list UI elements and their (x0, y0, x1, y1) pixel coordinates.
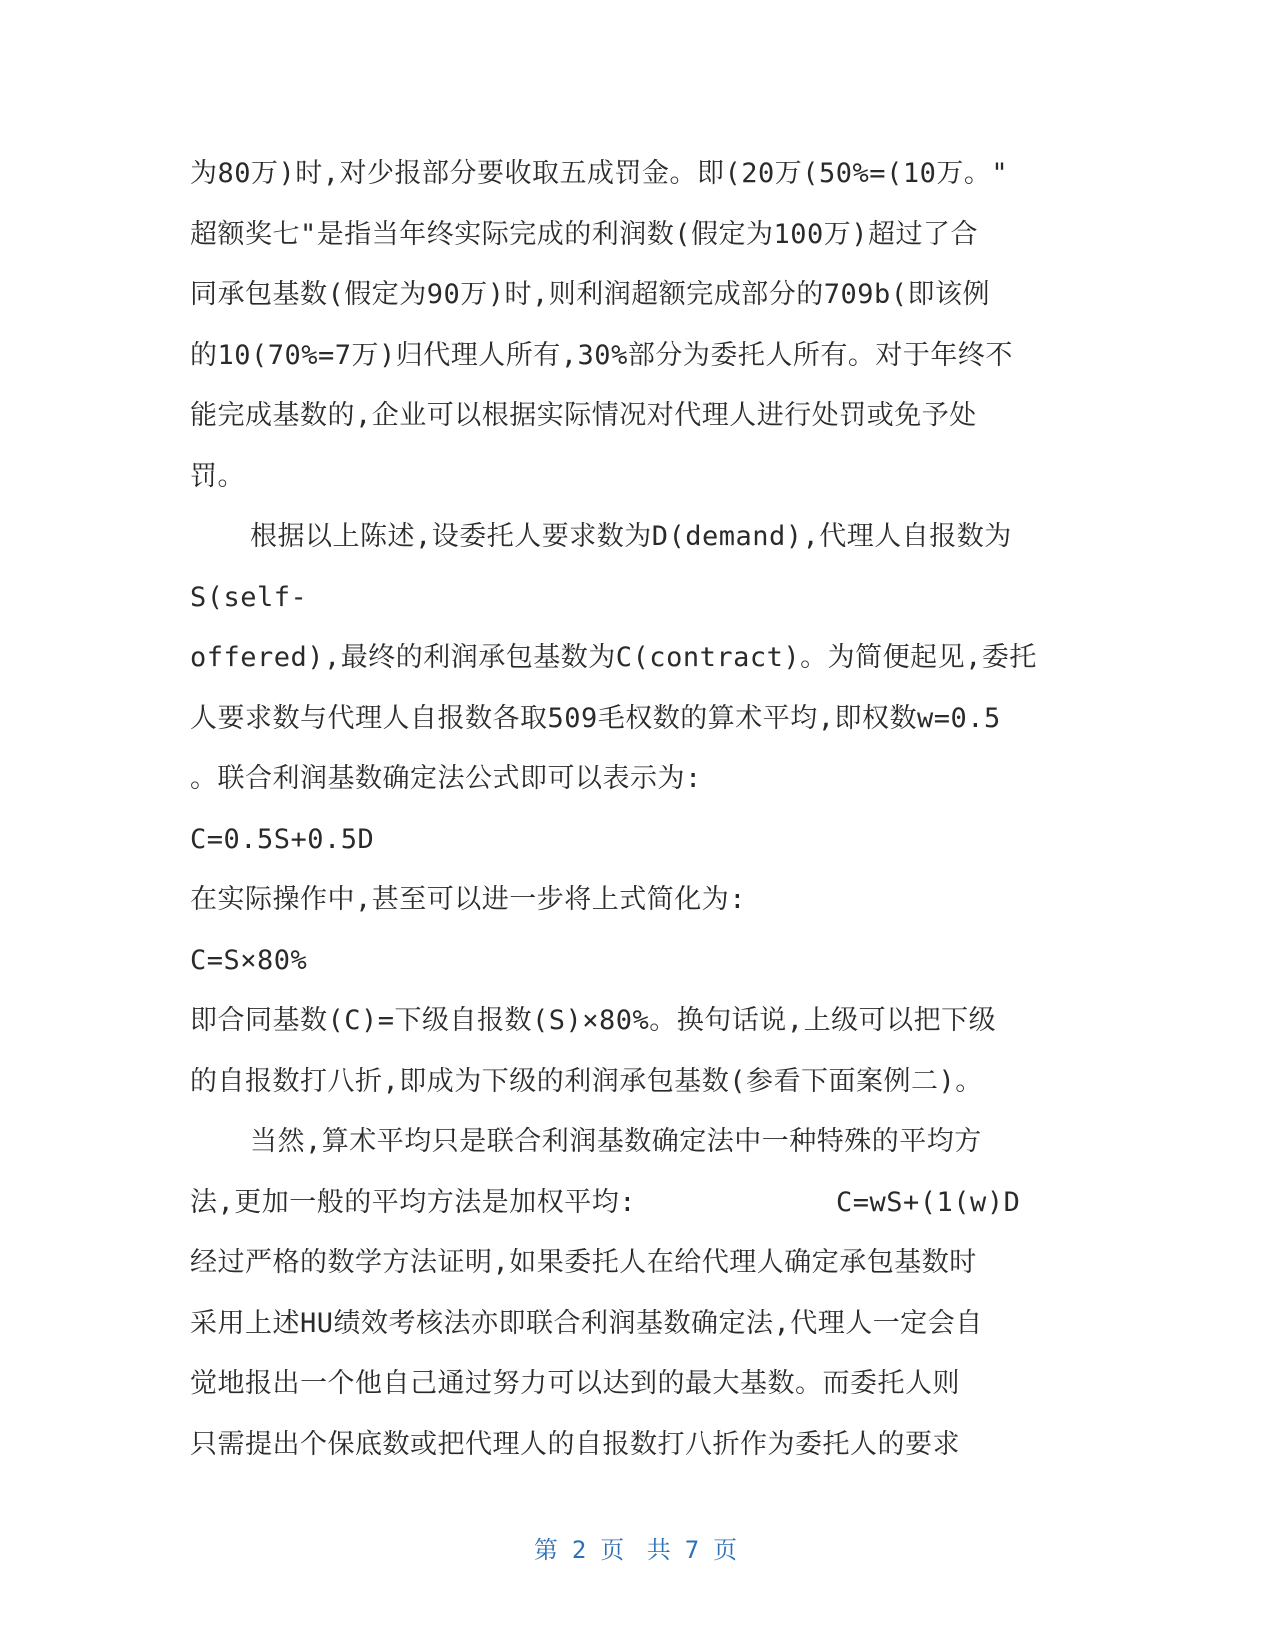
text-line: S(self- (190, 581, 308, 613)
formula-line: C=0.5S+0.5D (190, 823, 375, 855)
text-line: 只需提出个保底数或把代理人的自报数打八折作为委托人的要求 (190, 1428, 960, 1460)
text-line: offered),最终的利润承包基数为C(contract)。为简便起见,委托 (190, 642, 1037, 673)
footer-middle: 页 共 (600, 1536, 675, 1564)
footer-page-number: 2 (571, 1536, 591, 1564)
footer-suffix: 页 (713, 1536, 742, 1564)
text-line: 采用上述HU绩效考核法亦即联合利润基数确定法,代理人一定会自 (190, 1307, 983, 1339)
document-body (190, 144, 1080, 1475)
text-line: 的10(70%=7万)归代理人所有,30%部分为委托人所有。对于年终不 (190, 339, 1013, 371)
text-line: 同承包基数(假定为90万)时,则利润超额完成部分的709b(即该例 (190, 279, 991, 310)
text-segment: 法,更加一般的平均方法是加权平均: (190, 1186, 637, 1218)
footer-prefix: 第 (533, 1536, 562, 1564)
footer-total-pages: 7 (684, 1536, 704, 1564)
text-line: 经过严格的数学方法证明,如果委托人在给代理人确定承包基数时 (190, 1247, 977, 1278)
text-line: 人要求数与代理人自报数各取509毛权数的算术平均,即权数w=0.5 (190, 702, 1001, 734)
paragraph-start-line: 根据以上陈述,设委托人要求数为D(demand),代理人自报数为 (250, 521, 1012, 552)
text-line: 罚。 (190, 460, 245, 492)
page-footer (0, 1530, 1275, 1565)
text-line: 能完成基数的,企业可以根据实际情况对代理人进行处罚或免予处 (190, 400, 977, 431)
text-line-with-formula (190, 1173, 1080, 1234)
text-line: 的自报数打八折,即成为下级的利润承包基数(参看下面案例二)。 (190, 1065, 983, 1097)
text-line: 觉地报出一个他自己通过努力可以达到的最大基数。而委托人则 (190, 1368, 960, 1399)
text-line: 在实际操作中,甚至可以进一步将上式简化为: (190, 884, 747, 915)
text-line: 超额奖七"是指当年终实际完成的利润数(假定为100万)超过了合 (190, 218, 979, 250)
text-line: 。联合利润基数确定法公式即可以表示为: (190, 763, 702, 794)
formula-line: C=S×80% (190, 944, 308, 976)
inline-formula: C=wS+(1(w)D (836, 1186, 1021, 1218)
text-line: 即合同基数(C)=下级自报数(S)×80%。换句话说,上级可以把下级 (190, 1005, 997, 1036)
paragraph-start-line: 当然,算术平均只是联合利润基数确定法中一种特殊的平均方 (250, 1126, 982, 1157)
text-line: 为80万)时,对少报部分要收取五成罚金。即(20万(50%=(10万。" (190, 158, 1009, 189)
